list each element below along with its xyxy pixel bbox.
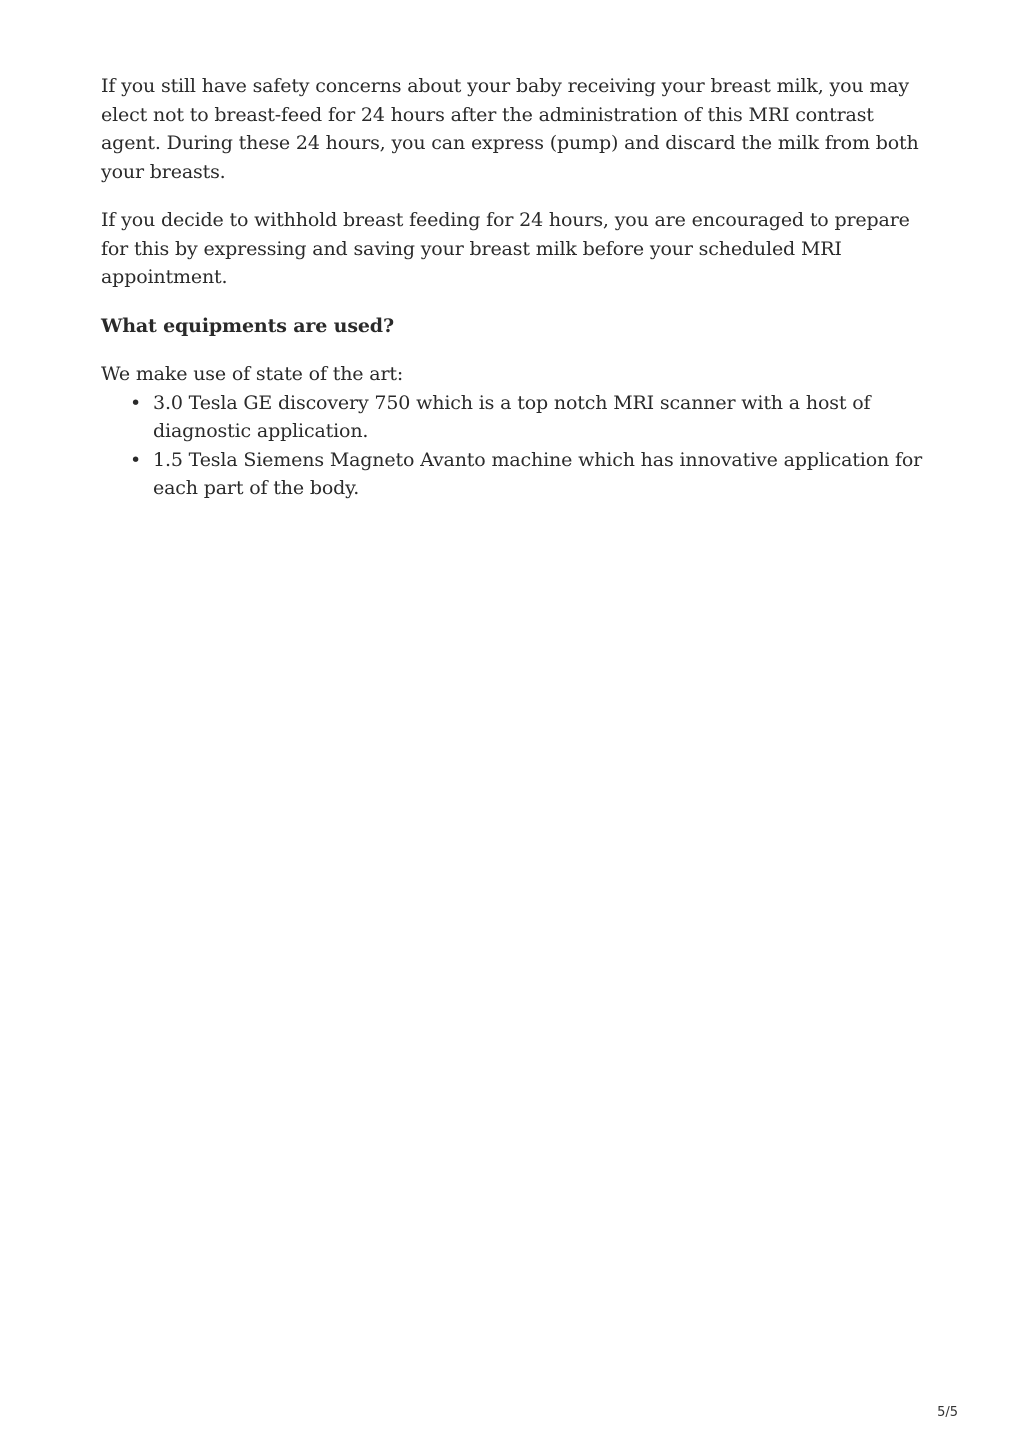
bullet-icon: • xyxy=(130,448,142,471)
section-heading: What equipments are used? xyxy=(101,314,394,337)
page-number: 5/5 xyxy=(937,1405,958,1420)
list-item-text: 1.5 Tesla Siemens Magneto Avanto machine which has innovative application for each part of the body. xyxy=(153,448,923,499)
list-item-text: 3.0 Tesla GE discovery 750 which is a top notch MRI scanner with a host of diagnostic application. xyxy=(153,391,871,442)
paragraph-withhold-breastfeeding: If you decide to withhold breast feeding for 24 hours, you are encouraged to prepare for this by expressing and saving your breast milk before your scheduled MRI appointment. xyxy=(101,209,910,288)
equipment-list xyxy=(101,389,931,503)
bullet-icon: • xyxy=(130,391,142,414)
list-item xyxy=(130,389,931,446)
equipment-intro: We make use of state of the art: xyxy=(101,363,404,385)
list-item xyxy=(130,446,931,503)
paragraph-breastfeeding-concerns: If you still have safety concerns about your baby receiving your breast milk, you may elect not to breast-feed for 24 hours after the administration of this MRI contrast agent. During these 24 hours, you can express (pump) and discard the milk from both your breasts. xyxy=(101,75,919,183)
document-body xyxy=(101,72,931,503)
